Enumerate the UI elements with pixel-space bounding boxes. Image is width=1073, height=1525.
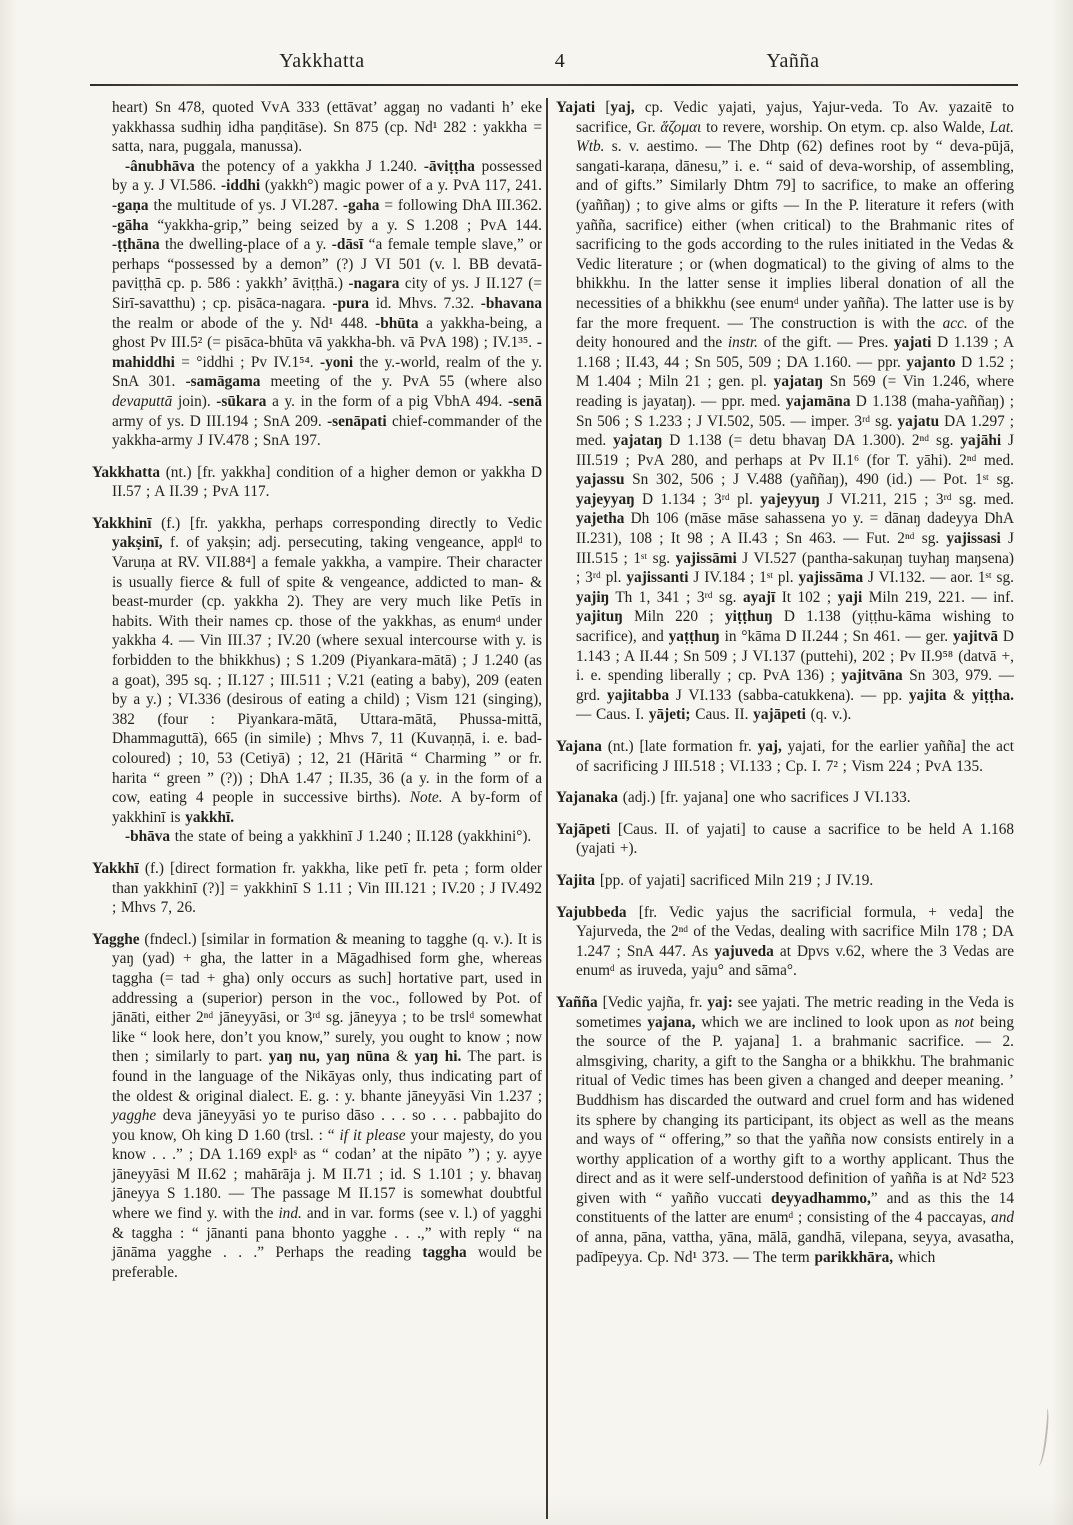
entry-yajati: Yajati [yaj, cp. Vedic yajati, yajus, Yajur-veda. To Av. yazaitē to sacrifice, Gr. ἅζομαι to revere, worship. On etym. cp. also Walde, Lat. Wtb. s. v. aestimo. — The Dhtp (62) defines root by “ deva-pūjā, sangati-karaṇa, dānesu,” i. e. “ said of deva-worship, of assembling, and of gifts.” Similarly Dhtm 79] to sacrifice, to make an offering (yaññaŋ) ; to give alms or gifts — In the P. literature it refers (with yañña, sacrifice) either (when critical) to the Brahmanic rites of sacrificing to the gods according to the rules initiated in the Vedas & Vedic literature ; or (when dogmatical) to the giving of alms to the bhikkhu. In the latter sense it implies liberal donation of all the necessities of a bhikkhu (see enumᵈ under yañña). The latter use is by far the more frequent. — The construction is with the acc. of the deity honoured and the instr. of the gift. — Pres. yajati D 1.139 ; A 1.168 ; II.43, 44 ; Sn 505, 509 ; DA 1.160. — ppr. yajanto D 1.52 ; M 1.404 ; Miln 21 ; gen. pl. yajataŋ Sn 569 (= Vin 1.246, where reading is jayataŋ). — ppr. med. yajamāna D 1.138 (maha-yaññaŋ) ; Sn 506 ; S 1.233 ; J VI.502, 505. — imper. 3ʳᵈ sg. yajatu DA 1.297 ; med. yajataŋ D 1.138 (= detu bhavaŋ DA 1.300). 2ⁿᵈ sg. yajāhi J III.519 ; PvA 280, and perhaps at Pv II.1⁶ (for T. yāhi). 2ⁿᵈ med. yajassu Sn 302, 506 ; J V.488 (yaññaŋ), 490 (id.) — Pot. 1ˢᵗ sg. yajeyyaŋ D 1.134 ; 3ʳᵈ pl. yajeyyuŋ J VI.211, 215 ; 3ʳᵈ sg. med. yajetha Dh 106 (māse māse sahassena yo y. = dānaŋ dadeyya DhA II.231), 108 ; It 98 ; A II.43 ; Sn 463. — Fut. 2ⁿᵈ sg. yajissasi J III.515 ; 1ˢᵗ sg. yajissāmi J VI.527 (pantha-sakuṇaŋ tuyhaŋ maŋsena) ; 3ʳᵈ pl. yajissanti J IV.184 ; 1ˢᵗ pl. yajissāma J VI.132. — aor. 1ˢᵗ sg. yajiŋ Th 1, 341 ; 3ʳᵈ sg. ayajī It 102 ; yaji Miln 219, 221. — inf. yajituŋ Miln 220 ; yiṭṭhuŋ D 1.138 (yiṭṭhu-kāma wishing to sacrifice), and yaṭṭhuŋ in °kāma D II.244 ; Sn 461. — ger. yajitvā D 1.143 ; A II.44 ; Sn 509 ; J VI.137 (puttehi), 202 ; Pv II.9⁵⁸ (datvā +, i. e. spending liberally ; cp. PvA 136) ; yajitvāna Sn 303, 979. — grd. yajitabba J VI.133 (sabba-catukkena). — pp. yajita & yiṭṭha. — Caus. I. yājeti; Caus. II. yajāpeti (q. v.). [556,99,1015,724]
continuation-yakkha: heart) Sn 478, quoted VvA 333 (ettāvat’ aggaŋ no vadanti h’ eke yakkhassa sudhiŋ idha paṇḍitāse). Sn 875 (cp. Nd¹ 282 : yakkha = satta, nara, puggala, manussa). [112,99,542,156]
page-number: 4 [554,50,566,72]
entry-yakkhi: Yakkhī (f.) [direct formation fr. yakkha, like petī fr. peta ; form older than yakkhinī (?)] = yakkhinī S 1.11 ; Vin III.121 ; IV.20 ; J IV.492 ; Mhvs 7, 26. [92,859,542,917]
compounds-yakkha: -ânubhāva the potency of a yakkha J 1.240. -āviṭṭha possessed by a y. J VI.586. -iddhi (yakkh°) magic power of a y. PvA 117, 241. -gaṇa the multitude of ys. J VI.287. -gaha = following DhA III.362. -gāha “yakkha-grip,” being seized by a y. S 1.208 ; PvA 144. -ṭṭhāna the dwelling-place of a y. -dāsī “a female temple slave,” or perhaps “possessed by a demon” (?) J VI 501 (v. l. BB devatā-paviṭṭhā cp. p. 586 : yakkh’ āviṭṭhā.) -nagara city of ys. J II.127 (= Sirī-savatthu) ; cp. pisāca-nagara. -pura id. Mhvs. 7.32. -bhavana the realm or abode of the y. Nd¹ 448. -bhūta a yakkha-being, a ghost Pv III.5² (= pisāca-bhūta vā yakkha-bh. vā PvA 198) ; IV.1³⁵. -mahiddhi = °iddhi ; Pv IV.1⁵⁴. -yoni the y.-world, realm of the y. SnA 301. -samāgama meeting of the y. PvA 55 (where also devaputtā join). -sūkara a y. in the form of a pig VbhA 494. -senā army of ys. D III.194 ; SnA 209. -senāpati chief-commander of the yakkha-army J IV.478 ; SnA 197. [112,157,543,450]
left-column [92,98,542,1519]
entry-yajita: Yajita [pp. of yajati] sacrificed Miln 219 ; J IV.19. [556,871,874,889]
column-divider [546,98,548,1519]
entry-yajubbeda: Yajubbeda [fr. Vedic yajus the sacrificial formula, + veda] the Yajurveda, the 2ⁿᵈ of the Vedas, dealing with sacrifice Miln 178 ; DA 1.247 ; SnA 447. As yajuveda at Dpvs v.62, where the 3 Vedas are enumᵈ as iruveda, yaju° and sāma°. [556,903,1014,980]
entry-yajanaka: Yajanaka (adj.) [fr. yajana] one who sacrifices J VI.133. [556,789,911,807]
running-head-right: Yañña [766,50,820,72]
right-column [556,98,1014,1519]
entry-yajapeti: Yajāpeti [Caus. II. of yajati] to cause a sacrifice to be held A 1.168 (yajati +). [556,820,1014,858]
entry-yajana: Yajana (nt.) [late formation fr. yaj, yajati, for the earlier yañña] the act of sacrificing J III.518 ; VI.133 ; Cp. I. 7² ; Vism 224 ; PvA 135. [556,738,1014,775]
entry-yanna: Yañña [Vedic yajña, fr. yaj: see yajati. The metric reading in the Veda is sometimes yajana, which we are inclined to look upon as not being the source of the P. yajana] 1. a brahmanic sacrifice. — 2. almsgiving, charity, a gift to the Sangha or a bhikkhu. The brahmanic ritual of Vedic times has been given a changed and deeper meaning. ’ Buddhism has discarded the outward and cruel form and has widened its sphere by changing its participant, its object as well as the means and ways of “ offering,” so that the yañña now consists entirely in a worthy application of a worthy gift to a worthy applicant. Thus the direct and as it were self-understood definition of yañña is at Nd² 523 given with “ yañño vuccati deyyadhammo,” and as this the 14 constituents of the latter are enumᵈ ; consisting of the 4 paccayas, and of anna, pāna, vattha, yāna, mālā, gandhā, vilepana, seyya, avasatha, padīpeyya. Cp. Nd¹ 373. — The term parikkhāra, which [556,993,1014,1266]
text-columns [92,98,1020,1519]
running-head-left: Yakkhatta [279,50,365,72]
entry-yakkhatta: Yakkhatta (nt.) [fr. yakkha] condition of a higher demon or yakkha D II.57 ; A II.39 ; PvA 117. [92,463,542,501]
scan-artifact [1034,1408,1050,1467]
header-rule [90,84,1018,86]
entry-yagghe: Yagghe (fndecl.) [similar in formation & meaning to tagghe (q. v.). It is yaŋ (yad) + gha, the latter in a Māgadhised form ghe, whereas taggha (= tad + gha) only occurs as such] hortative part, used in addressing a (superior) person in the voc., followed by Pot. of jānāti, either 2ⁿᵈ jāneyyāsi, or 3ʳᵈ sg. jāneyya ; to be trslᵈ somewhat like “ look here, don’t you know,” surely, you ought to know ; now then ; similarly to part. yaŋ nu, yaŋ nūna & yaŋ hi. The part. is found in the language of the Nikāyas only, thus indicating part of the oldest & original dialect. E. g. : y. bhante jāneyyāsi Vin 1.237 ; yagghe deva jāneyyāsi yo te puriso dāso . . . so . . . pabbajito do you know, Oh king D 1.60 (trsl. : “ if it please your majesty, do you know . . .” ; DA 1.169 explˢ as “ codan’ at the nipāto ”) ; y. ayye jāneyyāsi M II.62 ; mahārāja j. M II.71 ; id. S 1.101 ; y. bhavaŋ jāneyya S 1.180. — The passage M II.157 is somewhat doubtful where we find y. with the ind. and in var. forms (see v. l.) of yagghi & taggha : “ jānanti pana bhonto yagghe . . .,” with reply “ na jānāma yagghe . . .” Perhaps the reading taggha would be preferable. [92,930,542,1281]
entry-yakkhini: Yakkhinī (f.) [fr. yakkha, perhaps corresponding directly to Vedic yakṣinī, f. of yakṣin; adj. persecuting, taking vengeance, applᵈ to Varuṇa at RV. VII.88⁴] a female yakkha, a vampire. Their character is usually fierce & full of spite & vengeance, addicted to man- & beast-murder (cp. yakkha 2). They are very much like Petīs in habits. With their names cp. those of the yakkhas, as enumᵈ under yakkha 4. — Vin III.37 ; IV.20 (where sexual intercourse with y. is forbidden to the bhikkhus) ; S 1.209 (Piyankara-mātā) ; J 1.240 (as a goat), 395 sq. ; II.127 ; III.511 ; V.21 (eating a baby), 209 (eaten by a y.) ; VI.336 (desirous of eating a child) ; Vism 121 (singing), 382 (four : Piyankara-mātā, Uttara-mātā, Phussa-mittā, Dhammaguttā), 665 (in simile) ; Mhvs 7, 11 (Kuvaṇṇā, i. e. bad-coloured) ; 10, 53 (Cetiyā) ; 12, 21 (Hāritā “ Charming ” or fr. harita “ green ” (?)) ; DhA 1.47 ; II.35, 36 (a y. in the form of a cow, eating 4 people in successive births). Note. A by-form of yakkhinī is yakkhī. [92,514,542,826]
compound-yakkhini-bhava: -bhāva the state of being a yakkhinī J 1.240 ; II.128 (yakkhini°). [125,828,532,846]
